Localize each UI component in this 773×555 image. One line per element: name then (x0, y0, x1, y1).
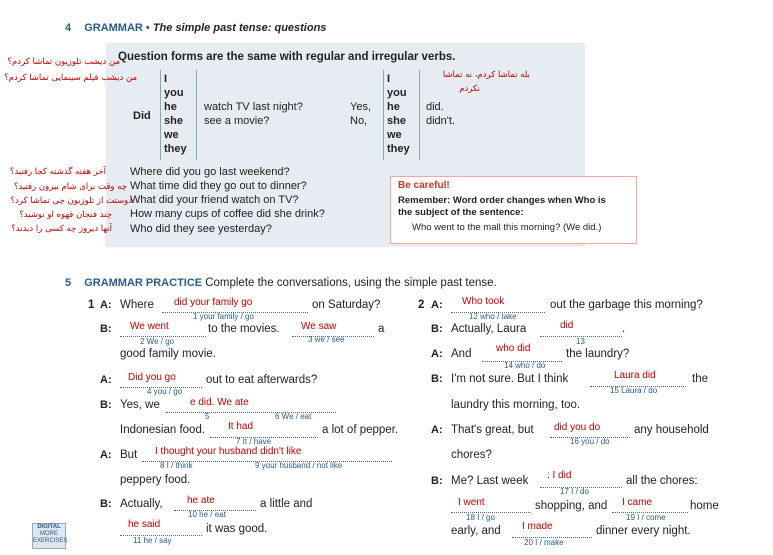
prompt-text: Actually, (120, 498, 163, 510)
handwritten-answer: e did. We ate (190, 397, 249, 408)
handwritten-answer: he ate (187, 495, 215, 506)
speaker-label: B: (100, 498, 112, 510)
handwritten-answer: I made (522, 521, 553, 532)
speaker-label: A: (431, 424, 443, 436)
wh-question: How many cups of coffee did she drink? (130, 208, 325, 220)
speaker-label: A: (100, 449, 112, 461)
speaker-label: A: (431, 348, 443, 360)
handwritten-answer: : I did (547, 470, 572, 481)
speaker-label: B: (431, 373, 443, 385)
prompt-text: . (622, 323, 626, 335)
did-label: Did (133, 110, 151, 122)
prompt-text: Me? Last week (451, 475, 529, 487)
pronoun: you (164, 87, 184, 99)
blank-hint: 5 (205, 412, 210, 421)
blank-hint: 17 I / do (560, 487, 589, 496)
pronoun: she (387, 115, 406, 127)
handwritten-answer: did you do (554, 422, 601, 433)
pronoun: we (387, 129, 402, 141)
blank-hint: 13 (576, 337, 585, 346)
prompt-text: Actually, Laura (451, 323, 527, 335)
grammar-section-title (65, 22, 326, 34)
prompt-text: to the movies. (208, 323, 280, 335)
section-subtitle: The simple past tense: questions (152, 22, 327, 34)
careful-example: Who went to the mall this morning? (We did.) (412, 222, 602, 233)
prompt-text: a lot of pepper. (322, 424, 399, 436)
section-title-label: GRAMMAR • (84, 22, 150, 34)
section-title-label: GRAMMAR PRACTICE (84, 277, 203, 289)
handwritten-answer: I came (622, 497, 653, 508)
handwritten-answer: Did you go (128, 372, 176, 383)
question-text: see a movie? (204, 115, 270, 127)
blank-hint: 15 Laura / do (610, 386, 658, 395)
careful-body: the subject of the sentence: (398, 207, 524, 218)
note-text: چه وقت برای شام بیرون رفتید؟ (13, 182, 127, 192)
prompt-text: out the garbage this morning? (550, 299, 703, 311)
note-text: آنها دیروز چه کسی را دیدند؟ (11, 224, 112, 234)
pronoun: he (387, 101, 400, 113)
divider (383, 70, 384, 160)
handwritten-answer: We saw (301, 321, 337, 332)
prompt-text: Indonesian food. (120, 424, 206, 436)
speaker-label: B: (100, 323, 112, 335)
handwritten-answer: did your family go (174, 297, 253, 308)
pronoun: she (164, 115, 183, 127)
speaker-label: B: (100, 399, 112, 411)
divider (419, 70, 420, 160)
blank-hint: 20 I / make (524, 538, 564, 547)
prompt-text: a little and (260, 498, 313, 510)
pronoun: you (387, 87, 407, 99)
wh-question: Who did they see yesterday? (130, 223, 272, 235)
blank-hint: 19 I / come (626, 513, 666, 522)
handwritten-answer: Laura did (614, 370, 656, 381)
note-text: نکردم (459, 84, 480, 94)
blank-hint: 10 he / eat (188, 510, 226, 519)
speaker-label: A: (100, 374, 112, 386)
prompt-text: a (378, 323, 385, 335)
blank-hint: 16 you / do (570, 437, 610, 446)
note-text: من دیشب تلوزیون تماشا کردم؟ (7, 57, 120, 67)
divider (196, 70, 197, 160)
badge-text: MORE (40, 531, 58, 537)
blank-hint: 9 your husband / not like (255, 461, 343, 470)
practice-section-title (65, 277, 497, 289)
section-number: 5 (65, 277, 72, 289)
handwritten-answer: We went (130, 321, 169, 332)
careful-body: Remember: Word order changes when Who is (398, 195, 606, 206)
note-text: چند فنجان قهوه او نوشید؟ (19, 210, 112, 220)
blank-hint: 18 I / go (466, 513, 495, 522)
blank-hint: 7 It / have (236, 437, 272, 446)
handwritten-answer: I went (458, 497, 485, 508)
answer-didnt: didn't. (426, 115, 456, 127)
handwritten-answer: he said (128, 519, 161, 530)
prompt-text: on Saturday? (312, 299, 381, 311)
wh-question: What did your friend watch on TV? (130, 194, 299, 206)
speaker-label: B: (431, 323, 443, 335)
prompt-text: Where (120, 299, 154, 311)
yes-text: Yes, (350, 101, 372, 113)
prompt-text: it was good. (206, 523, 268, 535)
blank-hint: 14 who / do (504, 361, 546, 370)
speaker-label: B: (431, 475, 443, 487)
prompt-text: peppery food. (120, 474, 191, 486)
section-instructions: Complete the conversations, using the simple past tense. (205, 277, 497, 289)
speaker-label: A: (431, 299, 443, 311)
handwritten-answer: did (560, 320, 574, 331)
prompt-text: And (451, 348, 472, 360)
exercise-number: 2 (418, 299, 425, 311)
wh-question: What time did they go out to dinner? (130, 180, 307, 192)
pronoun: they (387, 143, 410, 155)
note-text: آخر هفته گذشته کجا رفتید؟ (9, 167, 106, 177)
prompt-text: the (692, 373, 708, 385)
answer-did: did. (426, 101, 444, 113)
blank-hint: 6 We / eat (275, 412, 312, 421)
handwritten-answer: I thought your husband didn't like (155, 446, 302, 457)
note-text: دوستت از تلوزیون چی تماشا کرد؟ (10, 196, 132, 206)
exercise-number: 1 (88, 299, 95, 311)
prompt-text: all the chores: (626, 475, 698, 487)
wh-question: Where did you go last weekend? (130, 166, 290, 178)
prompt-text: any household (634, 424, 709, 436)
prompt-text: early, and (451, 525, 501, 537)
question-text: watch TV last night? (204, 101, 303, 113)
pronoun: they (164, 143, 187, 155)
pronoun: I (387, 73, 391, 85)
prompt-text: chores? (451, 449, 492, 461)
handwritten-answer: Who took (462, 296, 505, 307)
note-text: بله تماشا کردم، نه تماشا (442, 70, 530, 80)
handwritten-answer: It had (228, 421, 254, 432)
prompt-text: That's great, but (451, 424, 534, 436)
no-text: No, (350, 115, 368, 127)
section-number: 4 (65, 22, 72, 34)
speaker-label: A: (100, 299, 112, 311)
blank-hint: 8 I / think (160, 461, 193, 470)
box-heading: Question forms are the same with regular and irregular verbs. (118, 51, 456, 63)
badge-text: DIGITAL (37, 524, 61, 530)
prompt-text: the laundry? (566, 348, 630, 360)
blank-hint: 2 We / go (140, 337, 175, 346)
careful-title: Be careful! (398, 180, 450, 191)
blank-hint: 4 you / go (147, 387, 183, 396)
prompt-text: But (120, 449, 138, 461)
prompt-text: dinner every night. (596, 525, 691, 537)
blank-hint: 11 he / say (133, 536, 172, 545)
blank-hint: 1 your family / go (193, 312, 254, 321)
prompt-text: good family movie. (120, 348, 216, 360)
pronoun: I (164, 73, 168, 85)
badge-text: EXERCISES (33, 538, 68, 544)
prompt-text: I'm not sure. But I think (451, 373, 569, 385)
note-text: من دیشب فیلم سینمایی تماشا کردم؟ (4, 73, 137, 83)
blank-hint: 12 who / take (469, 312, 517, 321)
prompt-text: laundry this morning, too. (451, 399, 581, 411)
blank-hint: 3 we / see (308, 335, 345, 344)
prompt-text: out to eat afterwards? (206, 374, 318, 386)
divider (160, 70, 161, 160)
prompt-text: shopping, and (535, 500, 608, 512)
prompt-text: home (690, 500, 719, 512)
handwritten-answer: who did (496, 343, 531, 354)
pronoun: we (164, 129, 179, 141)
pronoun: he (164, 101, 177, 113)
digital-exercises-badge[interactable] (32, 523, 66, 549)
prompt-text: Yes, we (120, 399, 160, 411)
